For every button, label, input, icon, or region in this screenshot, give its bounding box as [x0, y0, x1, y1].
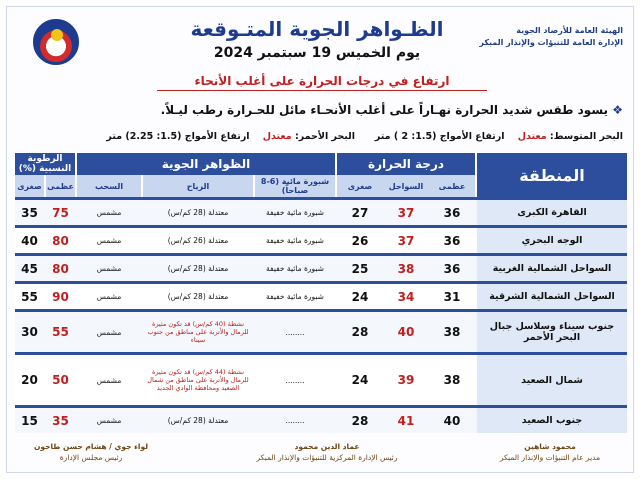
hum-min-subheader: صغرى: [15, 175, 44, 197]
table-subheader-row: [15, 175, 627, 197]
cell-fog: شبورة مائية خفيفة: [266, 292, 324, 301]
forecast-date: يوم الخميس 19 سبتمبر 2024: [213, 45, 421, 61]
cell-hum-max: 55: [52, 325, 69, 339]
cell-hum-max: 35: [52, 413, 69, 428]
cell-coastal: 37: [397, 233, 415, 248]
cell-fog: شبورة مائية خفيفة: [266, 208, 324, 217]
sig3-name: لواء جوي / هشام حسن طاحون: [33, 442, 149, 451]
cell-hum-min: 20: [21, 373, 38, 387]
sig2-role: رئيس الإدارة المركزية للتنبؤات والإنذار المبكر: [256, 453, 398, 462]
temperature-header: درجة الحرارة: [337, 153, 475, 175]
cell-winds: معتدلة (28 كم/س): [167, 416, 229, 425]
bullet-icon: ❖: [612, 103, 623, 117]
med-waves: ارتفاع الأمواج (1.5: 2 ) متر: [374, 131, 505, 142]
cell-coastal: 39: [397, 373, 415, 387]
cell-hum-min: 30: [21, 325, 38, 339]
headline: ارتفاع في درجات الحرارة على أغلب الأنحاء: [157, 74, 487, 91]
min-subheader: صغرى: [337, 175, 383, 197]
cell-min: 24: [351, 289, 369, 304]
red-state: معتدل: [262, 131, 292, 142]
sig1-name: محمود شاهين: [524, 442, 576, 451]
cell-hum-max: 50: [52, 373, 69, 387]
page-title: الظـواهر الجوية المتـوقعة: [190, 17, 444, 41]
cell-winds: معتدلة (28 كم/س): [167, 292, 229, 301]
signature-1: [475, 441, 625, 463]
phenomena-header: الظواهر الجوية: [77, 153, 335, 175]
ema-logo-icon: [33, 19, 79, 65]
winds-subheader: الرياح: [143, 175, 253, 197]
cell-max: 38: [443, 373, 461, 387]
cell-fog: ........: [285, 416, 305, 425]
cell-coastal: 38: [397, 261, 415, 276]
cell-hum-min: 55: [21, 289, 38, 304]
clouds-subheader: السحب: [77, 175, 141, 197]
humidity-header: الرطوبة النسبية (%): [15, 153, 75, 175]
cell-hum-max: 80: [52, 261, 69, 276]
table-header-row: [15, 153, 627, 185]
cell-winds: نشطة (44 كم/س) قد تكون مثيرة للرمال والأتربة على مناطق من شمال الصعيد ومحافظة الوادي الجديد: [147, 368, 249, 392]
hum-max-subheader: عظمى: [46, 175, 75, 197]
signature-3: [21, 441, 161, 463]
sig2-name: عماد الدين محمود: [294, 442, 360, 451]
forecast-page: [6, 6, 634, 473]
red-sea: [106, 131, 355, 142]
cell-max: 38: [443, 325, 461, 339]
cell-fog: شبورة مائية خفيفة: [266, 236, 324, 245]
org-name: الهيئة العامة للأرصاد الجوية: [516, 26, 623, 35]
table-row: [15, 228, 627, 253]
cell-winds: معتدلة (28 كم/س): [167, 208, 229, 217]
cell-winds: نشطة (40 كم/س) قد تكون مثيرة للرمال والأتربة على مناطق من جنوب سيناء: [147, 320, 249, 344]
signature-2: [227, 441, 427, 463]
cell-min: 25: [351, 261, 369, 276]
cell-clouds: مشمس: [96, 327, 122, 337]
cell-max: 40: [443, 413, 461, 428]
cell-region: السواحل الشمالية الشرقية: [477, 284, 627, 309]
signatures: [7, 441, 635, 474]
cell-clouds: مشمس: [96, 375, 122, 385]
cell-region: السواحل الشمالية الغربية: [477, 256, 627, 281]
cell-min: 28: [351, 413, 369, 428]
cell-region: جنوب سيناء وسلاسل جبال البحر الأحمر: [477, 312, 627, 352]
cell-min: 28: [351, 325, 369, 339]
cell-region: الوجه البحري: [477, 228, 627, 253]
cell-winds: معتدلة (28 كم/س): [167, 264, 229, 273]
cell-fog: ........: [285, 327, 305, 337]
med-label: البحر المتوسط:: [549, 131, 623, 142]
cell-clouds: مشمس: [96, 236, 122, 245]
red-waves: ارتفاع الأمواج (1.5: 2.25) متر: [106, 131, 250, 142]
cell-coastal: 37: [397, 205, 415, 220]
cell-fog: ........: [285, 375, 305, 385]
cell-hum-min: 45: [21, 261, 38, 276]
cell-hum-min: 40: [21, 233, 38, 248]
cell-min: 24: [351, 373, 369, 387]
general-forecast: [161, 103, 623, 117]
red-label: البحر الأحمر:: [294, 131, 355, 142]
cell-fog: شبورة مائية خفيفة: [266, 264, 324, 273]
header: [7, 7, 633, 71]
cell-hum-min: 15: [21, 413, 38, 428]
cell-hum-max: 75: [52, 205, 69, 220]
fog-subheader: شبورة مائية (6-8 صباحاً): [255, 175, 335, 197]
cell-clouds: مشمس: [96, 292, 122, 301]
cell-region: القاهرة الكبرى: [477, 200, 627, 225]
cell-coastal: 34: [397, 289, 415, 304]
cell-min: 27: [351, 205, 369, 220]
region-header: المنطقة: [477, 153, 627, 197]
table-row: [15, 408, 627, 433]
sig1-role: مدير عام التنبؤات والإنذار المبكر: [499, 453, 601, 462]
sig3-role: رئيس مجلس الإدارة: [59, 453, 123, 462]
table-row: [15, 200, 627, 225]
cell-min: 26: [351, 233, 369, 248]
cell-hum-max: 80: [52, 233, 69, 248]
org-department: الإدارة العامة للتنبؤات والإنذار المبكر: [479, 38, 623, 47]
cell-max: 36: [443, 233, 461, 248]
cell-coastal: 40: [397, 325, 415, 339]
cell-region: شمال الصعيد: [477, 355, 627, 405]
sea-state: [15, 131, 623, 142]
table-row: [15, 312, 627, 352]
general-text: يسود طقس شديد الحرارة نهـاراً على أغلب الأنحـاء مائل للحـرارة رطب ليـلاً.: [160, 103, 609, 117]
table-row: [15, 284, 627, 309]
cell-winds: معتدلة (26 كم/س): [167, 236, 229, 245]
max-subheader: عظمى: [429, 175, 475, 197]
organization: [479, 25, 623, 49]
cell-hum-min: 35: [21, 205, 38, 220]
forecast-table: [15, 153, 627, 438]
coastal-subheader: السواحل: [383, 175, 429, 197]
cell-max: 31: [443, 289, 461, 304]
cell-coastal: 41: [397, 413, 415, 428]
cell-clouds: مشمس: [96, 264, 122, 273]
cell-clouds: مشمس: [96, 416, 122, 425]
cell-max: 36: [443, 261, 461, 276]
cell-max: 36: [443, 205, 461, 220]
med-sea: [375, 131, 623, 142]
table-row: [15, 355, 627, 405]
cell-region: جنوب الصعيد: [477, 408, 627, 433]
table-row: [15, 256, 627, 281]
cell-hum-max: 90: [52, 289, 69, 304]
med-state: معتدل: [517, 131, 547, 142]
cell-clouds: مشمس: [96, 208, 122, 217]
